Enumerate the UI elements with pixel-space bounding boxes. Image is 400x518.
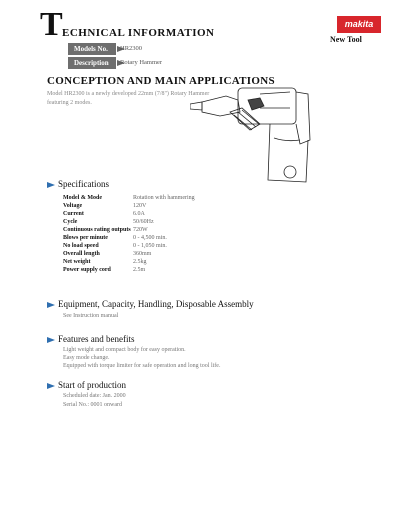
section-arrow-icon xyxy=(47,337,55,343)
intro-line-2: featuring 2 modes. xyxy=(47,100,92,106)
feature-item: Light weight and compact body for easy operation. xyxy=(63,347,186,353)
rotary-hammer-illustration xyxy=(190,82,325,190)
section-arrow-icon xyxy=(47,302,55,308)
page-title: ECHNICAL INFORMATION xyxy=(62,27,215,39)
feature-item: Equipped with torque limiter for safe operation and long tool life. xyxy=(63,363,221,369)
section-heading-equipment: Equipment, Capacity, Handling, Disposable Assembly xyxy=(58,299,254,309)
spec-value: 6.0A xyxy=(133,211,145,217)
spec-label: Model & Mode xyxy=(63,195,102,201)
spec-label: Voltage xyxy=(63,203,83,209)
section-arrow-icon xyxy=(47,383,55,389)
spec-label: No load speed xyxy=(63,243,99,249)
spec-label: Overall length xyxy=(63,251,100,257)
section-arrow-icon xyxy=(47,182,55,188)
description-label: Description xyxy=(68,57,116,69)
spec-value: 720W xyxy=(133,227,148,233)
feature-item: Easy mode change. xyxy=(63,355,110,361)
spec-value: 50/60Hz xyxy=(133,219,154,225)
spec-label: Cycle xyxy=(63,219,78,225)
production-line: Serial No.: 0001 onward xyxy=(63,402,122,408)
model-label: Models No. xyxy=(68,43,116,55)
section-heading-specifications: Specifications xyxy=(58,179,109,189)
spec-value: 0 - 4,500 min. xyxy=(133,235,167,241)
intro-line-1: Model HR2300 is a newly developed 22mm (7/8") Rotary Hammer xyxy=(47,91,210,97)
spec-label: Power supply cord xyxy=(63,267,111,273)
equipment-text: See Instruction manual xyxy=(63,313,119,319)
section-heading-production: Start of production xyxy=(58,380,126,390)
spec-label: Current xyxy=(63,211,84,217)
new-tool-badge: New Tool xyxy=(330,35,362,44)
section-heading-features: Features and benefits xyxy=(58,334,135,344)
spec-value: 2.5kg xyxy=(133,259,147,265)
spec-value: 360mm xyxy=(133,251,152,257)
section-title-conception: CONCEPTION AND MAIN APPLICATIONS xyxy=(47,75,275,87)
spec-value: 0 - 1,050 min. xyxy=(133,243,167,249)
spec-label: Blows per minute xyxy=(63,235,108,241)
spec-value: 120V xyxy=(133,203,147,209)
spec-value: Rotation with hammering xyxy=(133,195,195,201)
spec-label: Continuous rating outputs xyxy=(63,227,131,233)
model-value: HR2300 xyxy=(120,45,143,52)
spec-label: Net weight xyxy=(63,259,91,265)
spec-value: 2.5m xyxy=(133,267,146,273)
brand-logo: makita xyxy=(337,16,381,33)
title-initial: T xyxy=(40,6,63,43)
production-line: Scheduled date: Jan. 2000 xyxy=(63,393,126,399)
description-value: Rotary Hammer xyxy=(120,59,163,66)
